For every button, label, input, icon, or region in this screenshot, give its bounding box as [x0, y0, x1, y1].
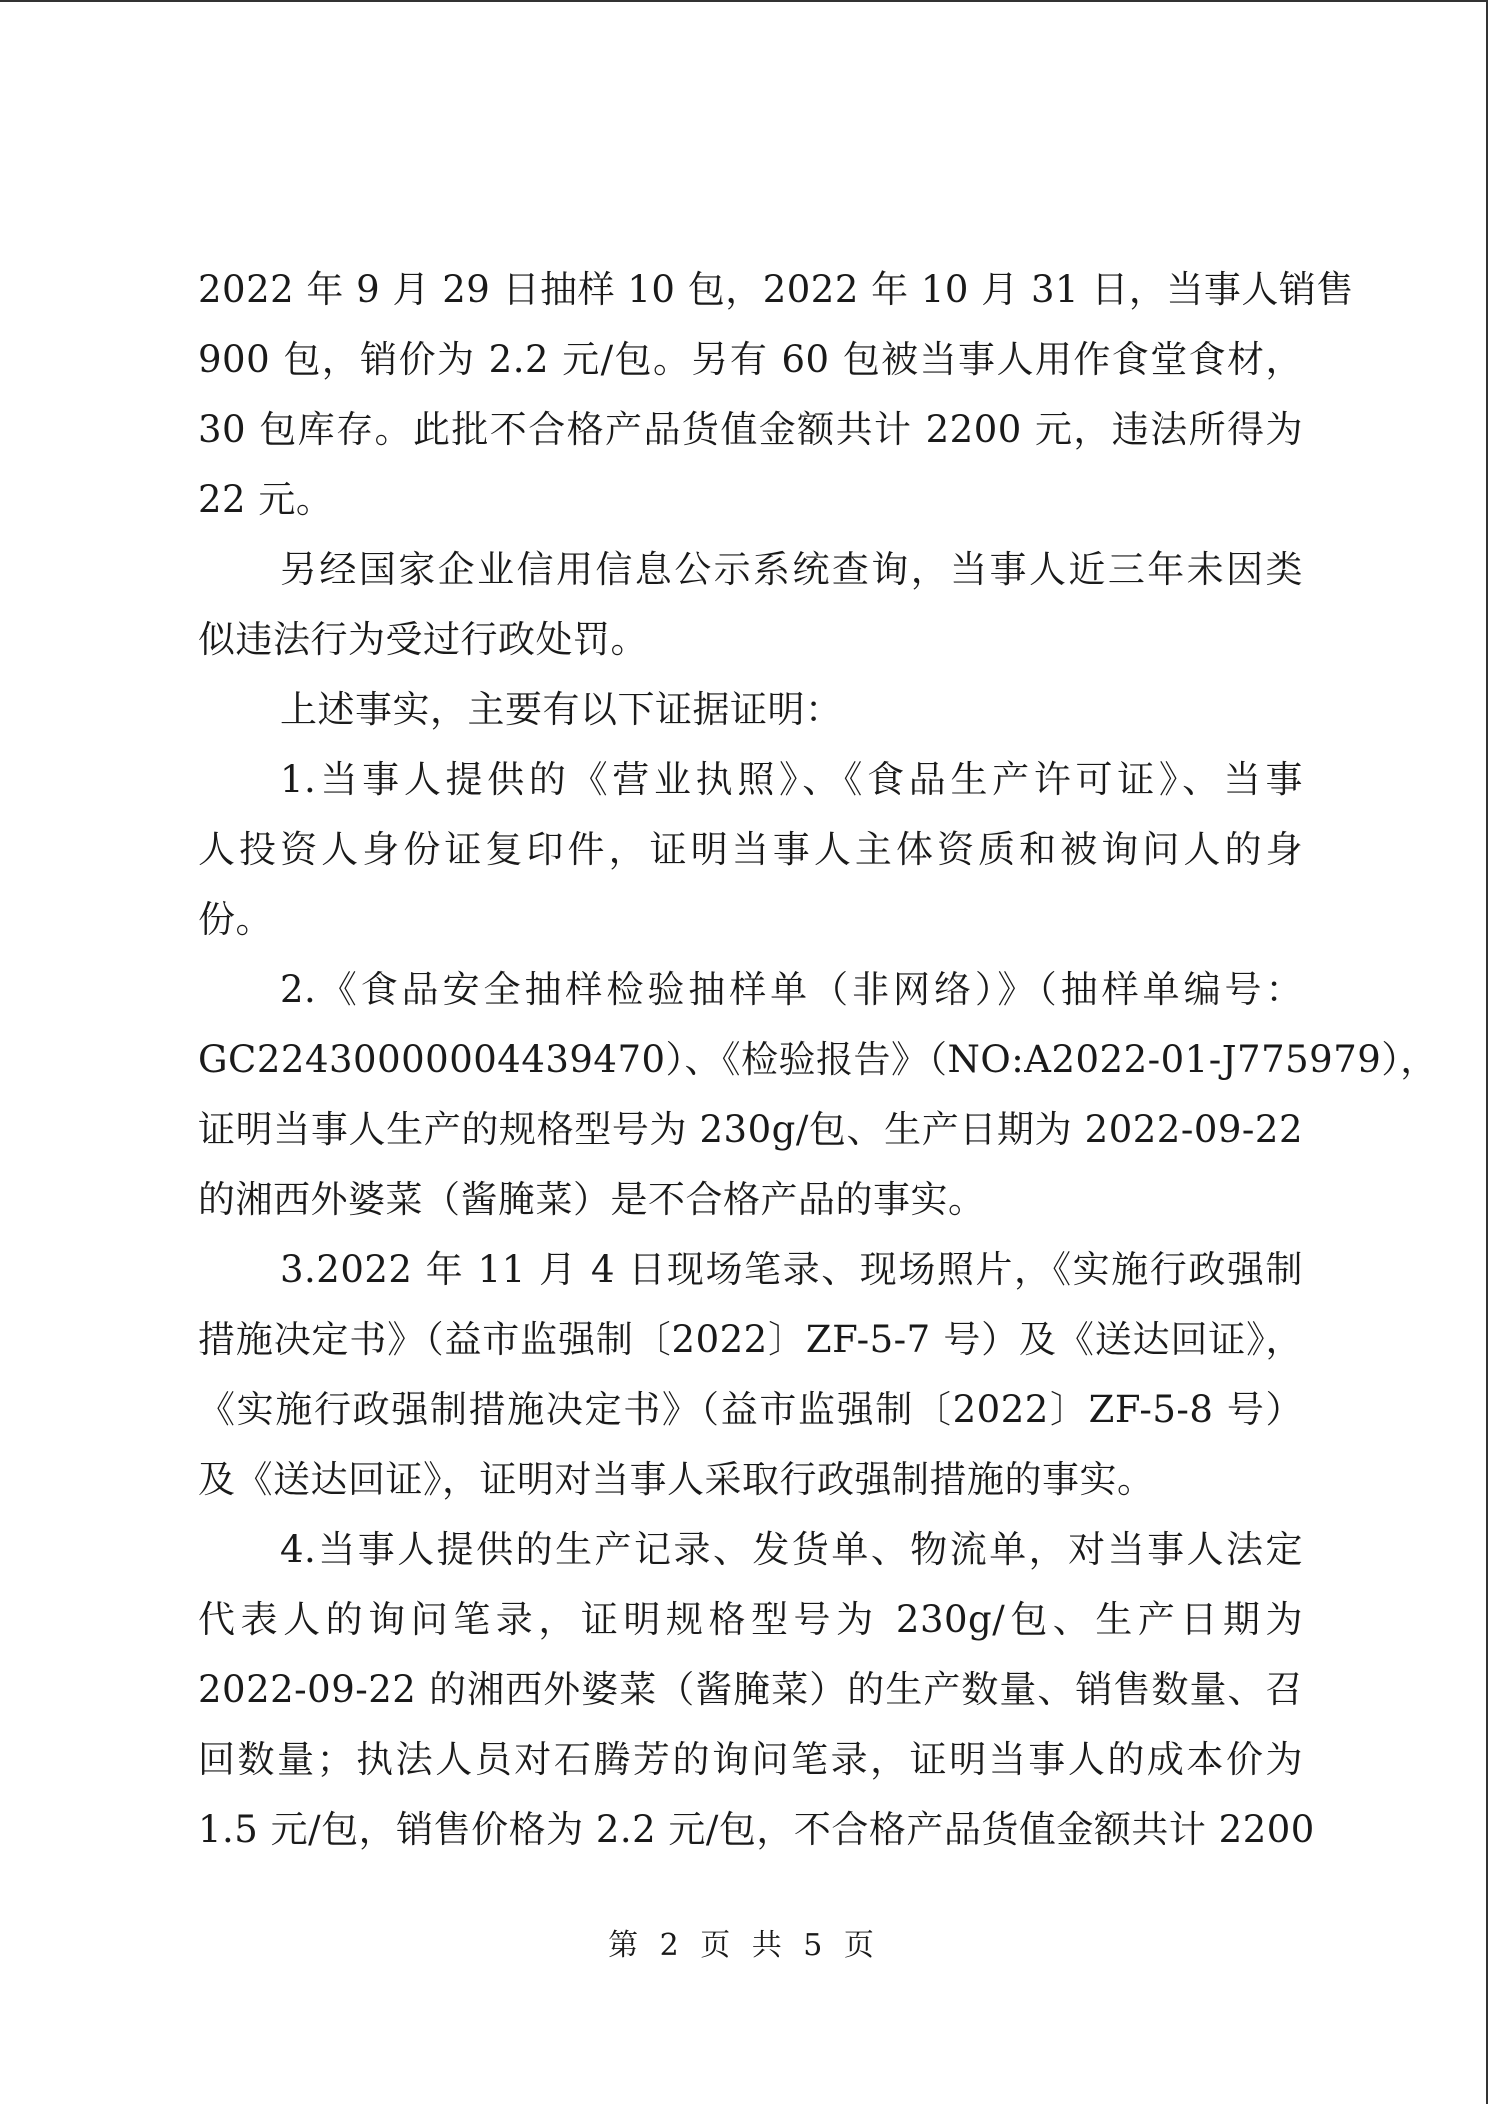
text-line: 22 元。	[198, 478, 334, 521]
text-line: 份。	[198, 898, 273, 941]
text-line: 《实施行政强制措施决定书》（益市监强制〔2022〕ZF-5-8 号）	[198, 1388, 1303, 1431]
text-line: 及《送达回证》，证明对当事人采取行政强制措施的事实。	[198, 1458, 1155, 1501]
text-line: 另经国家企业信用信息公示系统查询，当事人近三年未因类	[280, 548, 1303, 591]
paragraph	[198, 1235, 1303, 1515]
text-line: GC22430000004439470）、《检验报告》（NO:A2022-01-J775979），	[198, 1038, 1438, 1081]
text-line: 30 包库存。此批不合格产品货值金额共计 2200 元，违法所得为	[198, 408, 1303, 451]
text-line: 1.当事人提供的《营业执照》、《食品生产许可证》、当事	[280, 758, 1303, 801]
text-line: 回数量；执法人员对石腾芳的询问笔录，证明当事人的成本价为	[198, 1738, 1303, 1781]
paragraph	[198, 955, 1438, 1235]
document-body	[198, 255, 1438, 1865]
text-line: 4.当事人提供的生产记录、发货单、物流单，对当事人法定	[280, 1528, 1303, 1571]
text-line: 似违法行为受过行政处罚。	[198, 618, 648, 661]
text-line: 2.《食品安全抽样检验抽样单（非网络）》（抽样单编号：	[280, 968, 1303, 1011]
paragraph	[198, 255, 1354, 535]
paragraph	[198, 1515, 1315, 1865]
text-line: 上述事实，主要有以下证据证明：	[280, 688, 843, 731]
paragraph	[198, 745, 1303, 955]
text-line: 代表人的询问笔录，证明规格型号为 230g/包、生产日期为	[198, 1598, 1303, 1641]
text-line: 措施决定书》（益市监强制〔2022〕ZF-5-7 号）及《送达回证》，	[198, 1318, 1303, 1361]
text-line: 1.5 元/包，销售价格为 2.2 元/包，不合格产品货值金额共计 2200	[198, 1808, 1315, 1851]
page-number: 第 2 页 共 5 页	[608, 1928, 880, 1963]
text-line: 2022-09-22 的湘西外婆菜（酱腌菜）的生产数量、销售数量、召	[198, 1668, 1303, 1711]
text-line: 3.2022 年 11 月 4 日现场笔录、现场照片，《实施行政强制	[280, 1248, 1303, 1291]
paragraph	[198, 535, 1303, 675]
text-line: 证明当事人生产的规格型号为 230g/包、生产日期为 2022-09-22	[198, 1108, 1303, 1151]
text-line: 900 包，销价为 2.2 元/包。另有 60 包被当事人用作食堂食材，	[198, 338, 1303, 381]
page-border-top	[0, 0, 1488, 2]
paragraph	[198, 675, 1303, 745]
text-line: 2022 年 9 月 29 日抽样 10 包，2022 年 10 月 31 日，当事人销售	[198, 268, 1354, 311]
text-line: 的湘西外婆菜（酱腌菜）是不合格产品的事实。	[198, 1178, 986, 1221]
text-line: 人投资人身份证复印件，证明当事人主体资质和被询问人的身	[198, 828, 1303, 871]
